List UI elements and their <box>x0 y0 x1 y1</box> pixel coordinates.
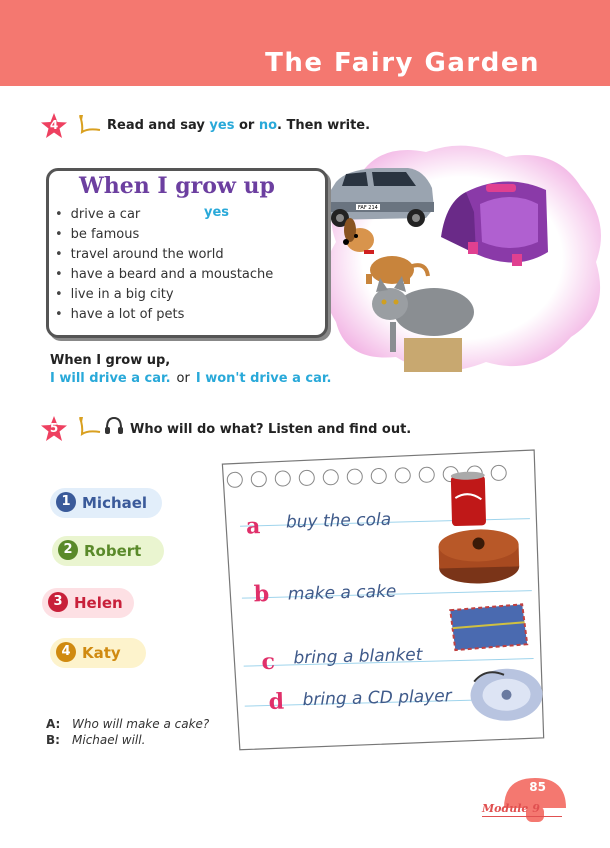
notepad <box>218 448 546 752</box>
exercise-5-star-icon <box>40 415 68 443</box>
svg-text:FAF 214: FAF 214 <box>358 205 378 211</box>
task-letter-b: b <box>253 580 270 608</box>
person-pill-robert: 2 Robert <box>52 536 164 566</box>
grow-up-list <box>55 205 273 325</box>
pencil-icon <box>76 416 102 442</box>
page-header <box>0 0 610 86</box>
list-item: • have a beard and a moustache <box>55 265 273 285</box>
list-item: • have a lot of pets <box>55 305 273 325</box>
page-number: 85 <box>529 780 546 794</box>
box-title: When I grow up <box>79 173 275 199</box>
person-pill-helen: 3 Helen <box>42 588 134 618</box>
task-letter-a: a <box>245 513 261 540</box>
headphones-icon <box>104 416 124 440</box>
first-answer: yes <box>204 205 230 220</box>
task-letter-d: d <box>268 688 285 715</box>
exercise-5-number: 5 <box>49 421 59 435</box>
list-item: • travel around the world <box>55 245 273 265</box>
person-pill-katy: 4 Katy <box>50 638 146 668</box>
when-i-grow-up-box <box>46 168 328 338</box>
exercise-4-star-icon <box>40 112 68 140</box>
module-label: Module 9 <box>482 802 540 815</box>
exercise-5-instruction: Who will do what? Listen and find out. <box>130 422 412 437</box>
pictures-cloud <box>316 142 606 374</box>
task-text-b: make a cake <box>287 581 397 605</box>
pencil-icon <box>76 114 102 140</box>
example-sentence: When I grow up, I will drive a car. or I won't drive a car. <box>50 353 332 386</box>
task-text-a: buy the cola <box>285 509 392 533</box>
no-word: no <box>258 118 278 133</box>
example-dialog: A: Who will make a cake? B: Michael will. <box>46 717 210 747</box>
exercise-4-number: 4 <box>49 118 59 132</box>
task-text-d: bring a CD player <box>302 686 452 711</box>
positive-example: I will drive a car. <box>50 371 171 386</box>
list-item: • drive a car <box>55 205 273 225</box>
page-title: The Fairy Garden <box>265 48 540 78</box>
exercise-4-instruction: Read and say yes or no. Then write. <box>107 118 371 133</box>
task-letter-c: c <box>261 648 276 676</box>
yes-word: yes <box>209 118 235 133</box>
task-text-c: bring a blanket <box>293 644 423 669</box>
list-item: • be famous <box>55 225 273 245</box>
negative-example: I won't drive a car. <box>195 371 332 386</box>
footer-divider <box>482 816 562 817</box>
car-image <box>322 168 434 227</box>
list-item: • live in a big city <box>55 285 273 305</box>
person-pill-michael: 1 Michael <box>50 488 162 518</box>
